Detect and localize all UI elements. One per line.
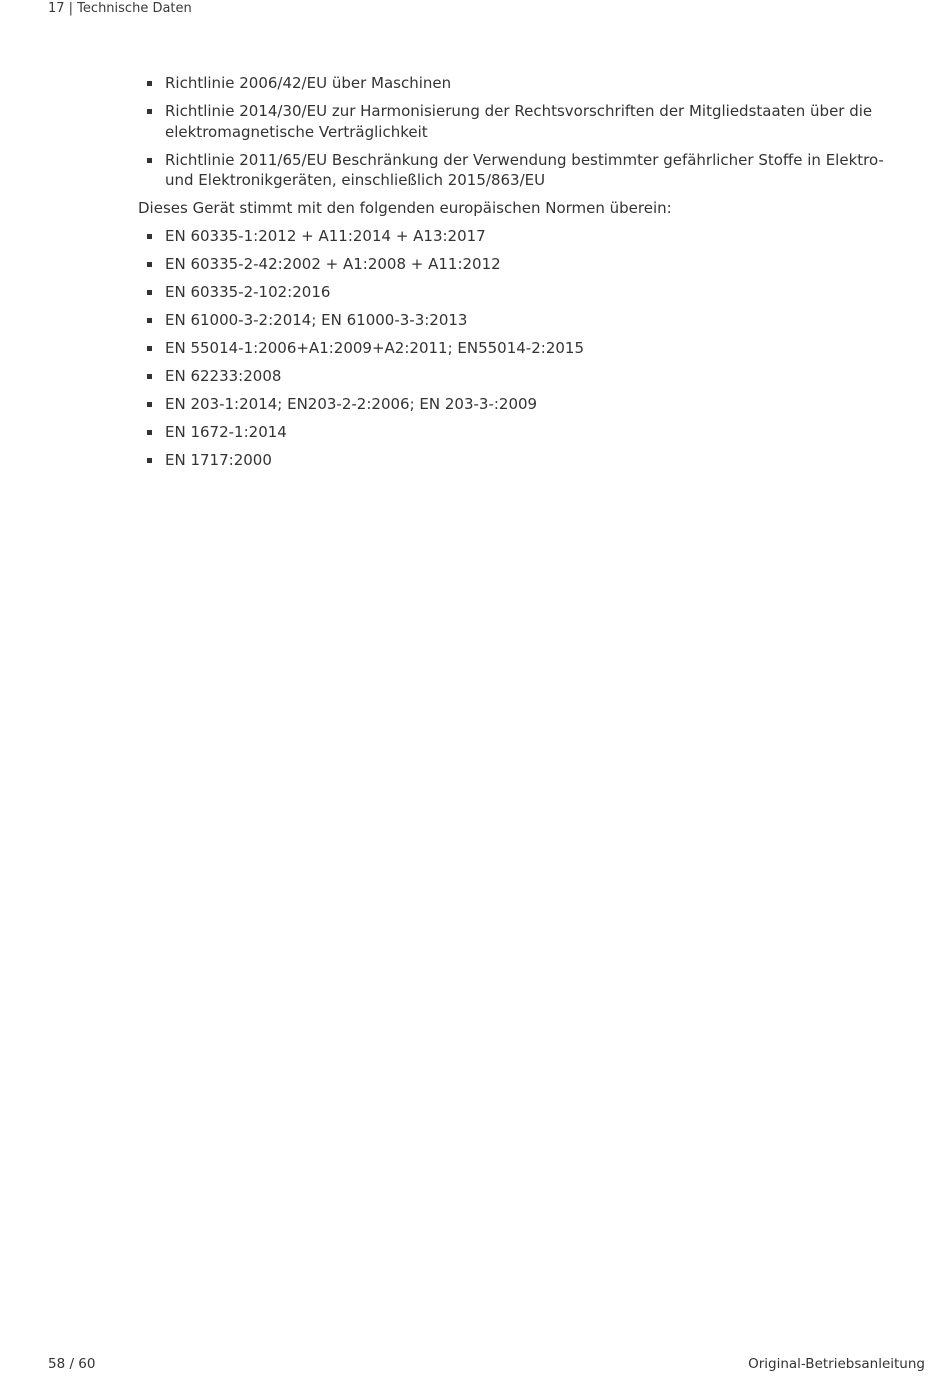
list-item: [138, 394, 898, 415]
standard-text: EN 55014-1:2006+A1:2009+A2:2011; EN55014-2:2015: [165, 339, 584, 357]
standard-text: EN 60335-1:2012 + A11:2014 + A13:2017: [165, 227, 486, 245]
standard-text: EN 61000-3-2:2014; EN 61000-3-3:2013: [165, 311, 468, 329]
list-item: [138, 150, 898, 191]
main-content: [138, 73, 898, 478]
square-bullet-icon: [147, 430, 152, 435]
standard-text: EN 203-1:2014; EN203-2-2:2006; EN 203-3-:2009: [165, 395, 538, 413]
square-bullet-icon: [147, 158, 152, 163]
list-item: [138, 73, 898, 94]
directive-text: Richtlinie 2006/42/EU über Maschinen: [165, 74, 452, 92]
square-bullet-icon: [147, 402, 152, 407]
directive-text: Richtlinie 2011/65/EU Beschränkung der Verwendung bestimmter gefährlicher Stoffe in Elektro- und Elektronikgeräten, einschließlich 2015/863/EU: [165, 150, 884, 189]
square-bullet-icon: [147, 346, 152, 351]
standard-text: EN 1672-1:2014: [165, 423, 287, 441]
list-item: [138, 101, 898, 142]
standard-text: EN 62233:2008: [165, 367, 282, 385]
list-item: [138, 366, 898, 387]
list-item: [138, 226, 898, 247]
square-bullet-icon: [147, 374, 152, 379]
list-item: [138, 254, 898, 275]
list-item: [138, 282, 898, 303]
square-bullet-icon: [147, 81, 152, 86]
square-bullet-icon: [147, 290, 152, 295]
square-bullet-icon: [147, 262, 152, 267]
standard-text: EN 1717:2000: [165, 451, 272, 469]
square-bullet-icon: [147, 234, 152, 239]
page-number: 58 / 60: [48, 1356, 96, 1372]
standard-text: EN 60335-2-102:2016: [165, 283, 331, 301]
standard-text: EN 60335-2-42:2002 + A1:2008 + A11:2012: [165, 255, 501, 273]
list-item: [138, 310, 898, 331]
directives-list: [138, 73, 898, 191]
list-item: [138, 422, 898, 443]
document-type: Original-Betriebsanleitung: [748, 1356, 925, 1372]
list-item: [138, 450, 898, 471]
square-bullet-icon: [147, 109, 152, 114]
standards-list: [138, 226, 898, 471]
list-item: [138, 338, 898, 359]
square-bullet-icon: [147, 318, 152, 323]
standards-intro: Dieses Gerät stimmt mit den folgenden europäischen Normen überein:: [138, 199, 672, 217]
directive-text: Richtlinie 2014/30/EU zur Harmonisierung der Rechtsvorschriften der Mitgliedstaaten über die elektromagnetische Verträglichkeit: [165, 102, 873, 141]
running-header: 17 | Technische Daten: [48, 1, 192, 16]
square-bullet-icon: [147, 458, 152, 463]
